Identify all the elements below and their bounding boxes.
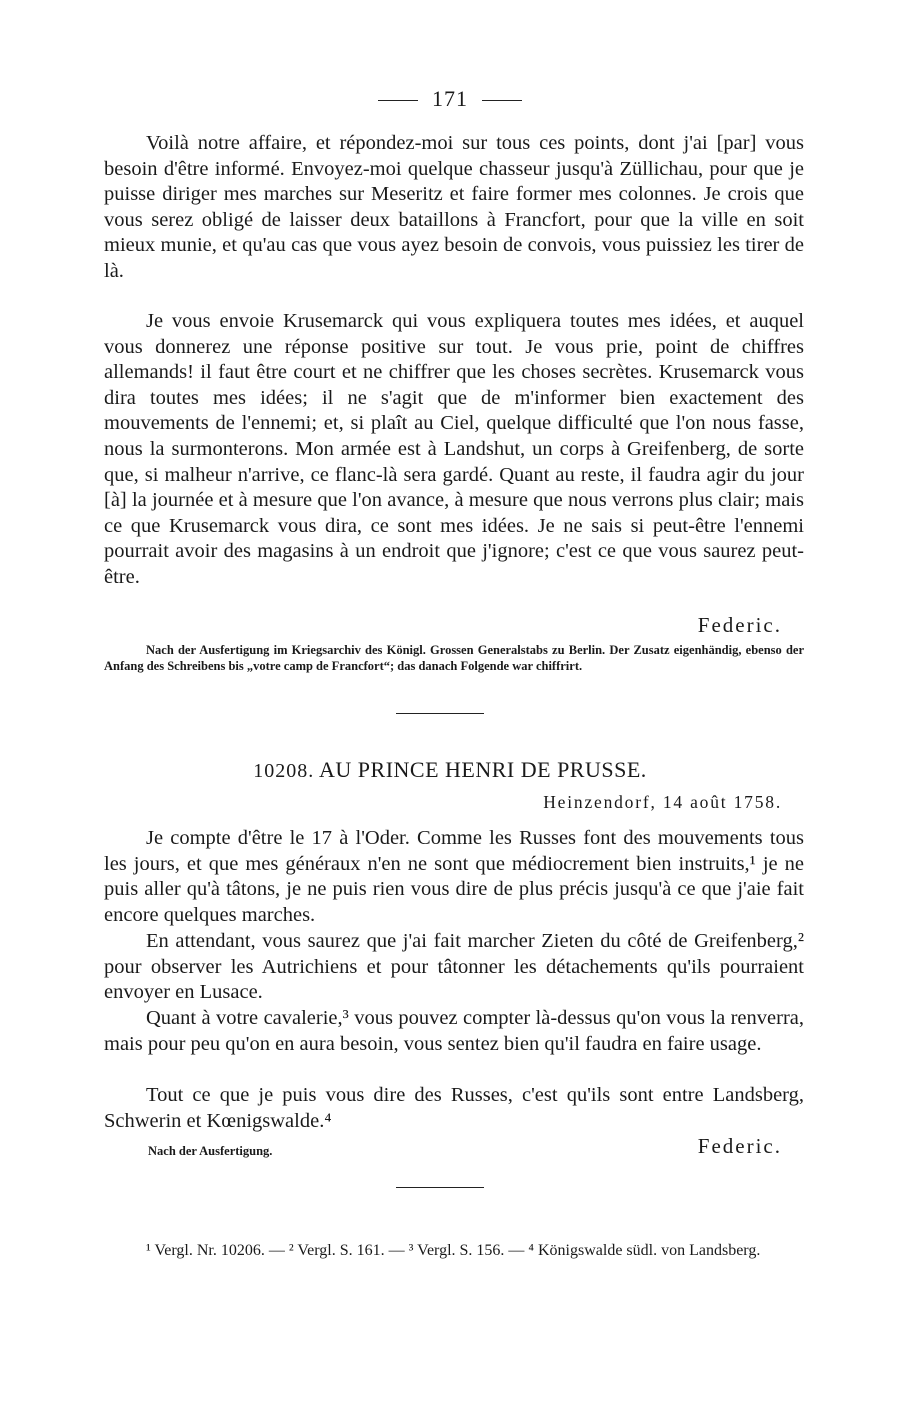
- page-number-header: [0, 86, 900, 112]
- letter-number: 10208.: [253, 760, 315, 782]
- letter1-paragraph-2: Je vous envoie Krusemarck qui vous expliquera toutes mes idées, et auquel vous donnerez une réponse positive sur tout. Je vous prie, point de chiffres allemands! il faut être court et ne chiffrer que les choses secrètes. Krusemarck vous dira toutes mes idées; il ne s'agit que de m'informer bien exactement des mouvements de l'ennemi; et, si plaît au Ciel, quelque difficulté que l'on nous fasse, nous la surmonterons. Mon armée est à Landshut, un corps à Greifenberg, de sorte que, si malheur n'arrive, ce flanc-là sera gardé. Quant au reste, il faudra agir du jour [à] la journée et à mesure que l'on avance, à mesure que nous verrons plus clair; mais ce que Krusemarck vous dira, ce sont mes idées. Je ne sais si peut-être l'ennemi pourrait avoir des magasins à un endroit que j'ignore; c'est ce que vous saurez peut-être.: [104, 310, 804, 588]
- letter2-signature: Federic.: [697, 1134, 782, 1158]
- letter1-source-note: Nach der Ausfertigung im Kriegsarchiv des Königl. Grossen Generalstabs zu Berlin. Der Zusatz eigenhändig, ebenso der Anfang des Schreibens bis „votre camp de Francfort“; das danach Folgende war chiffrirt.: [104, 643, 804, 673]
- section-divider: [396, 713, 484, 714]
- page-number: 171: [432, 86, 468, 111]
- letter1-paragraph-1: Voilà notre affaire, et répondez-moi sur tous ces points, dont j'ai [par] vous besoin d'être informé. Envoyez-moi quelque chasseur jusqu'à Züllichau, pour que je puisse diriger mes marches sur Meseritz et faire former mes colonnes. Je crois que vous serez obligé de laisser deux bataillons à Francfort, pour que la ville en soit mieux munie, et qu'au cas que vous ayez besoin de convois, vous puissiez les tirer de là.: [104, 132, 804, 282]
- letter2-paragraph-4: Tout ce que je puis vous dire des Russes, c'est qu'ils sont entre Landsberg, Schwerin et Kœnigswalde.⁴: [104, 1084, 804, 1132]
- letter2-source-note: Nach der Ausfertigung.: [148, 1144, 273, 1158]
- footnotes: ¹ Vergl. Nr. 10206. — ² Vergl. S. 161. — ³ Vergl. S. 156. — ⁴ Königswalde südl. von Landsberg.: [146, 1242, 761, 1259]
- header-rule-right: [482, 100, 522, 101]
- letter2-heading: [0, 757, 900, 783]
- place-date: Heinzendorf, 14 août 1758.: [543, 792, 782, 812]
- footnote-divider: [396, 1187, 484, 1188]
- header-rule-left: [378, 100, 418, 101]
- letter1-signature: Federic.: [697, 613, 782, 637]
- letter2-paragraph-2: En attendant, vous saurez que j'ai fait marcher Zieten du côté de Greifenberg,² pour observer les Autrichiens et pour tâtonner les détachements qu'ils pourraient envoyer en Lusace.: [104, 930, 804, 1004]
- letter-title: AU PRINCE HENRI DE PRUSSE.: [319, 757, 647, 782]
- letter2-paragraph-3: Quant à votre cavalerie,³ vous pouvez compter là-dessus qu'on vous la renverra, mais pour peu qu'on en aura besoin, vous sentez bien qu'il faudra en faire usage.: [104, 1007, 804, 1055]
- letter2-paragraph-1: Je compte d'être le 17 à l'Oder. Comme les Russes font des mouvements tous les jours, et que mes généraux n'en ne sont que médiocrement bien instruits,¹ je ne puis aller qu'à tâtons, je ne puis rien vous dire de plus précis jusqu'à ce que j'aie fait encore quelques marches.: [104, 827, 804, 926]
